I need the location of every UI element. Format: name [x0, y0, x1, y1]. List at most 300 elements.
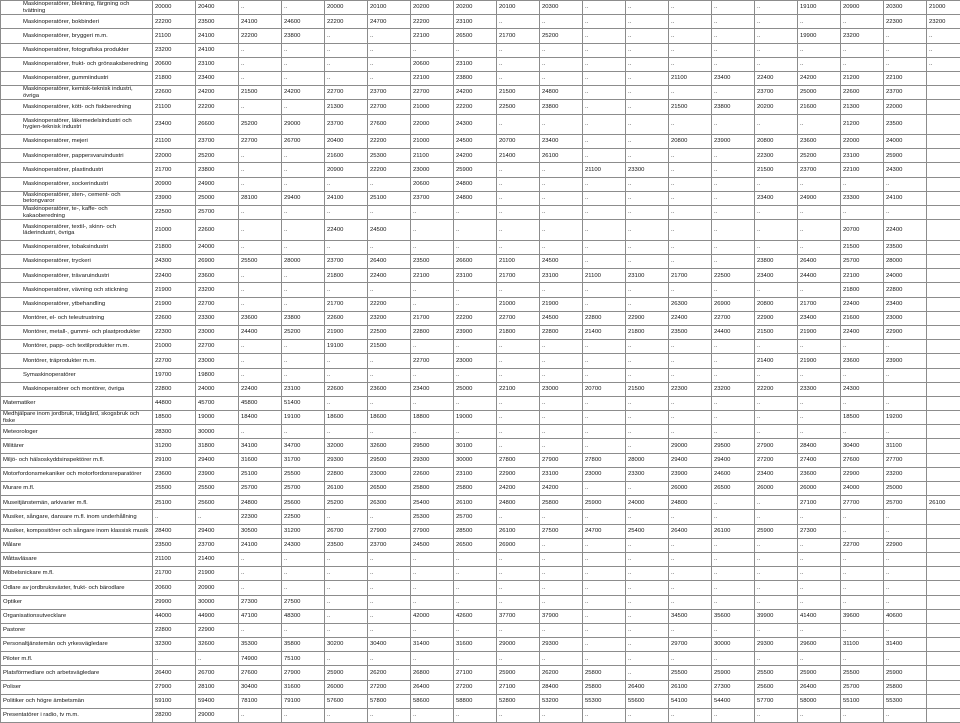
table-cell: .. [798, 220, 841, 241]
table-cell: 23400 [755, 467, 798, 481]
table-cell: .. [626, 538, 669, 552]
table-cell: 24200 [454, 149, 497, 163]
table-cell: .. [454, 595, 497, 609]
table-cell: .. [282, 709, 325, 723]
table-cell: 22000 [411, 114, 454, 135]
table-cell: .. [540, 425, 583, 439]
row-label: Maskinoperatörer och montörer, övriga [1, 382, 153, 396]
table-cell: .. [497, 552, 540, 566]
table-cell: .. [798, 552, 841, 566]
table-cell: 21000 [411, 100, 454, 114]
table-cell: 22700 [153, 354, 196, 368]
table-cell: .. [669, 191, 712, 205]
table-row [1, 163, 960, 177]
row-label: Motorfordonsmekaniker och motorfordonsreparatörer [1, 467, 153, 481]
table-cell [927, 206, 960, 220]
table-cell: .. [497, 240, 540, 254]
table-cell: 22400 [325, 220, 368, 241]
table-cell: 24100 [196, 43, 239, 57]
table-cell: 30400 [368, 638, 411, 652]
table-cell: .. [368, 552, 411, 566]
table-cell: .. [626, 135, 669, 149]
table-cell: .. [411, 43, 454, 57]
table-cell: .. [583, 609, 626, 623]
table-cell: .. [798, 283, 841, 297]
table-cell: .. [282, 177, 325, 191]
table-cell: 23700 [798, 163, 841, 177]
table-cell [927, 114, 960, 135]
table-cell: .. [669, 177, 712, 191]
table-cell: 57800 [368, 694, 411, 708]
row-label: Montörer, metall-, gummi- och plastprodukter [1, 325, 153, 339]
table-cell: 22400 [841, 325, 884, 339]
table-cell: .. [798, 240, 841, 254]
row-label: Medhjälpare inom jordbruk, trädgård, skogsbruk och fiske [1, 411, 153, 425]
table-body [1, 1, 960, 723]
table-cell: .. [583, 149, 626, 163]
table-cell: .. [239, 240, 282, 254]
table-cell: 24000 [884, 269, 927, 283]
table-cell: 51400 [282, 396, 325, 410]
table-cell: .. [798, 709, 841, 723]
table-cell: 31200 [282, 524, 325, 538]
table-cell: .. [540, 552, 583, 566]
table-cell: 27800 [497, 453, 540, 467]
table-cell: .. [626, 177, 669, 191]
table-cell: 26900 [497, 538, 540, 552]
table-cell: .. [669, 652, 712, 666]
table-cell: .. [798, 567, 841, 581]
table-cell: 27200 [755, 453, 798, 467]
table-cell: .. [669, 283, 712, 297]
table-cell: .. [626, 149, 669, 163]
table-cell: 20400 [325, 135, 368, 149]
table-cell: 22400 [368, 269, 411, 283]
table-cell: .. [583, 396, 626, 410]
table-cell: 22500 [282, 510, 325, 524]
table-cell: 26100 [325, 482, 368, 496]
table-cell: 22300 [884, 15, 927, 29]
table-cell: .. [927, 43, 960, 57]
table-cell: .. [884, 206, 927, 220]
table-cell: 22400 [841, 297, 884, 311]
table-cell: 26700 [282, 135, 325, 149]
table-cell: 29600 [798, 638, 841, 652]
table-cell: 21500 [626, 382, 669, 396]
table-cell [927, 240, 960, 254]
table-cell: 29900 [153, 595, 196, 609]
row-label: Maskinoperatörer, sten-, cement- och betongvaror [1, 191, 153, 205]
table-cell: 24500 [368, 220, 411, 241]
table-cell: .. [927, 29, 960, 43]
table-cell: .. [755, 510, 798, 524]
table-cell: .. [497, 652, 540, 666]
table-cell: .. [626, 439, 669, 453]
table-cell: 21000 [497, 297, 540, 311]
table-cell: 23900 [196, 467, 239, 481]
table-cell: .. [712, 652, 755, 666]
table-cell: 57600 [325, 694, 368, 708]
table-cell: .. [712, 163, 755, 177]
table-cell: .. [497, 15, 540, 29]
table-cell: 23200 [927, 15, 960, 29]
table-cell: .. [282, 623, 325, 637]
table-cell: .. [669, 114, 712, 135]
table-cell: .. [497, 283, 540, 297]
table-cell: .. [454, 567, 497, 581]
table-cell [927, 439, 960, 453]
row-label: Maskinoperatörer, fotografiska produkter [1, 43, 153, 57]
table-cell: 23300 [626, 163, 669, 177]
table-cell: 25200 [239, 114, 282, 135]
table-cell: 26000 [669, 482, 712, 496]
table-cell: 26500 [368, 482, 411, 496]
table-cell: 24500 [411, 538, 454, 552]
table-cell: 20200 [755, 100, 798, 114]
table-cell: 29400 [196, 524, 239, 538]
table-row [1, 638, 960, 652]
table-cell: .. [282, 297, 325, 311]
table-cell: .. [282, 57, 325, 71]
table-cell: 18500 [841, 411, 884, 425]
table-cell: 28200 [153, 709, 196, 723]
table-cell: .. [712, 43, 755, 57]
table-cell: .. [325, 425, 368, 439]
table-cell: 25800 [454, 482, 497, 496]
table-cell: .. [884, 652, 927, 666]
row-label: Maskinoperatörer, plastindustri [1, 163, 153, 177]
table-cell: .. [368, 57, 411, 71]
table-cell: 23000 [196, 325, 239, 339]
table-cell: .. [239, 149, 282, 163]
table-cell: .. [626, 510, 669, 524]
table-cell: .. [626, 368, 669, 382]
table-cell: 22600 [153, 311, 196, 325]
table-cell: 42600 [454, 609, 497, 623]
table-cell: .. [325, 283, 368, 297]
table-cell: 31700 [282, 453, 325, 467]
table-cell: .. [282, 149, 325, 163]
table-cell: 26200 [540, 666, 583, 680]
table-cell: 21100 [411, 149, 454, 163]
table-cell: .. [497, 71, 540, 85]
table-cell: 22700 [497, 311, 540, 325]
table-cell [927, 340, 960, 354]
table-cell: 21000 [153, 340, 196, 354]
row-label: Militärer [1, 439, 153, 453]
table-row [1, 694, 960, 708]
table-cell: 25800 [884, 680, 927, 694]
table-cell: .. [626, 652, 669, 666]
table-cell: .. [540, 43, 583, 57]
table-cell: .. [282, 283, 325, 297]
table-cell: 26000 [325, 680, 368, 694]
table-cell: .. [282, 269, 325, 283]
table-cell: 22900 [884, 538, 927, 552]
table-cell: 19100 [798, 1, 841, 15]
table-row [1, 325, 960, 339]
table-cell: 23900 [454, 325, 497, 339]
table-cell: .. [282, 567, 325, 581]
table-cell: 23200 [841, 29, 884, 43]
table-cell: 19100 [282, 411, 325, 425]
table-cell: 24400 [712, 325, 755, 339]
table-cell: 23800 [540, 100, 583, 114]
table-cell: .. [239, 220, 282, 241]
table-cell: 30200 [325, 638, 368, 652]
table-cell: .. [669, 510, 712, 524]
table-cell: 25300 [411, 510, 454, 524]
table-cell: 24300 [884, 163, 927, 177]
table-cell: 24000 [884, 135, 927, 149]
table-cell [927, 368, 960, 382]
table-cell: .. [325, 552, 368, 566]
table-cell [927, 538, 960, 552]
table-cell: .. [626, 86, 669, 100]
table-cell: 25000 [454, 382, 497, 396]
table-cell: 21500 [497, 86, 540, 100]
table-cell: .. [282, 340, 325, 354]
table-cell: 22800 [583, 311, 626, 325]
table-cell: 21100 [583, 269, 626, 283]
table-cell: 25900 [798, 666, 841, 680]
table-cell: 23100 [540, 467, 583, 481]
table-cell: .. [583, 411, 626, 425]
table-cell: .. [669, 255, 712, 269]
table-cell: .. [626, 482, 669, 496]
table-cell: 21100 [153, 135, 196, 149]
table-cell: 22900 [196, 623, 239, 637]
table-cell: 21800 [153, 71, 196, 85]
table-cell: .. [755, 538, 798, 552]
table-cell: .. [282, 163, 325, 177]
table-cell: .. [626, 609, 669, 623]
table-cell: .. [411, 595, 454, 609]
table-cell: 25700 [239, 482, 282, 496]
table-cell: 25900 [583, 496, 626, 510]
table-cell: .. [626, 595, 669, 609]
table-cell: .. [583, 425, 626, 439]
table-cell: 26100 [927, 496, 960, 510]
row-label: Maskinoperatörer, vävning och stickning [1, 283, 153, 297]
table-cell: 22000 [841, 135, 884, 149]
table-cell: .. [540, 652, 583, 666]
table-cell: 22800 [325, 467, 368, 481]
table-cell: .. [841, 340, 884, 354]
table-cell: .. [540, 623, 583, 637]
table-row [1, 191, 960, 205]
table-cell: .. [153, 510, 196, 524]
table-row [1, 467, 960, 481]
table-row [1, 114, 960, 135]
table-cell: 22800 [153, 382, 196, 396]
row-label: Maskinoperatörer, trävaruindustri [1, 269, 153, 283]
table-cell: .. [282, 43, 325, 57]
table-cell: 25500 [755, 666, 798, 680]
table-cell: 27900 [368, 524, 411, 538]
table-cell: 22500 [153, 206, 196, 220]
table-cell: 21400 [497, 149, 540, 163]
table-cell: .. [626, 100, 669, 114]
table-cell: .. [841, 567, 884, 581]
table-cell: .. [540, 567, 583, 581]
table-cell: 22200 [755, 382, 798, 396]
table-cell: .. [368, 240, 411, 254]
table-cell: .. [884, 623, 927, 637]
table-cell: 25200 [540, 29, 583, 43]
table-cell: 29000 [196, 709, 239, 723]
table-cell: .. [755, 29, 798, 43]
table-cell: 24100 [884, 191, 927, 205]
table-cell: .. [583, 581, 626, 595]
table-cell: 29300 [325, 453, 368, 467]
table-cell: 26900 [712, 297, 755, 311]
table-cell: 23400 [196, 71, 239, 85]
table-cell: .. [368, 581, 411, 595]
table-cell: .. [368, 368, 411, 382]
table-cell: .. [884, 340, 927, 354]
table-cell: 26900 [196, 255, 239, 269]
table-cell: .. [712, 191, 755, 205]
table-cell: 22700 [325, 86, 368, 100]
table-cell: .. [411, 206, 454, 220]
table-cell: .. [798, 15, 841, 29]
table-cell: .. [755, 496, 798, 510]
table-cell: .. [583, 71, 626, 85]
table-row [1, 595, 960, 609]
table-cell: 18800 [411, 411, 454, 425]
table-cell: .. [325, 623, 368, 637]
table-cell: 26400 [669, 524, 712, 538]
table-cell: 25900 [497, 666, 540, 680]
row-label: Miljö- och hälsoskyddsinspektörer m.fl. [1, 453, 153, 467]
table-cell: .. [712, 15, 755, 29]
table-cell: 23800 [454, 71, 497, 85]
table-cell: 24200 [798, 71, 841, 85]
table-cell: 24100 [239, 538, 282, 552]
table-cell: .. [884, 57, 927, 71]
table-cell: .. [583, 368, 626, 382]
table-cell: 31400 [884, 638, 927, 652]
table-cell: .. [583, 191, 626, 205]
table-cell: 24900 [798, 191, 841, 205]
table-cell: 21700 [153, 567, 196, 581]
table-cell: .. [884, 510, 927, 524]
table-cell: .. [239, 163, 282, 177]
table-cell: 26100 [454, 496, 497, 510]
table-cell: 22400 [884, 220, 927, 241]
table-cell: .. [411, 368, 454, 382]
table-cell: 25100 [153, 496, 196, 510]
row-label: Maskinoperatörer, frukt- och grönsaksberedning [1, 57, 153, 71]
table-cell: 29400 [712, 453, 755, 467]
table-cell: .. [368, 425, 411, 439]
table-cell: 29400 [669, 453, 712, 467]
table-cell: .. [325, 396, 368, 410]
table-cell: 21800 [325, 269, 368, 283]
table-cell: 25900 [712, 666, 755, 680]
table-row [1, 311, 960, 325]
table-cell: 21000 [927, 1, 960, 15]
table-cell: 79100 [282, 694, 325, 708]
table-cell: .. [583, 510, 626, 524]
table-cell: 78100 [239, 694, 282, 708]
table-cell: .. [626, 552, 669, 566]
table-cell: .. [497, 114, 540, 135]
table-cell: .. [755, 396, 798, 410]
table-cell: 30000 [712, 638, 755, 652]
table-cell [927, 255, 960, 269]
row-label: Måttavläsare [1, 552, 153, 566]
table-row [1, 269, 960, 283]
table-cell: .. [454, 552, 497, 566]
table-cell: 25700 [196, 206, 239, 220]
table-cell: .. [282, 1, 325, 15]
table-row [1, 368, 960, 382]
table-cell: .. [841, 43, 884, 57]
table-cell: .. [755, 114, 798, 135]
row-label: Personaltjänstemän och yrkesvägledare [1, 638, 153, 652]
table-cell: 22300 [153, 325, 196, 339]
table-cell: 23500 [884, 240, 927, 254]
table-cell: .. [239, 581, 282, 595]
table-cell: .. [368, 29, 411, 43]
table-cell: .. [325, 354, 368, 368]
table-cell: 25700 [282, 482, 325, 496]
table-cell: .. [712, 567, 755, 581]
table-cell: 28000 [282, 255, 325, 269]
table-cell: 22100 [841, 269, 884, 283]
table-cell: 23600 [153, 467, 196, 481]
table-cell: .. [583, 482, 626, 496]
table-cell: .. [282, 354, 325, 368]
table-cell: .. [798, 411, 841, 425]
table-cell: 22500 [497, 100, 540, 114]
table-cell: .. [626, 57, 669, 71]
table-cell: 23400 [755, 191, 798, 205]
table-cell: 21900 [153, 283, 196, 297]
table-cell: .. [712, 368, 755, 382]
table-cell: 25500 [153, 482, 196, 496]
table-cell: 21900 [196, 567, 239, 581]
table-cell: .. [583, 595, 626, 609]
table-cell: 34100 [239, 439, 282, 453]
table-cell: .. [325, 652, 368, 666]
table-cell: .. [497, 220, 540, 241]
table-cell: .. [325, 240, 368, 254]
table-cell: .. [798, 114, 841, 135]
table-cell: .. [454, 206, 497, 220]
table-cell: 22200 [368, 135, 411, 149]
table-cell: .. [497, 206, 540, 220]
table-cell: 30100 [454, 439, 497, 453]
table-row [1, 255, 960, 269]
table-cell [927, 411, 960, 425]
table-cell: 23200 [712, 382, 755, 396]
table-cell [927, 135, 960, 149]
table-cell: 23900 [884, 354, 927, 368]
table-cell: .. [755, 57, 798, 71]
table-cell: .. [454, 340, 497, 354]
table-cell: .. [239, 623, 282, 637]
table-cell: 21400 [755, 354, 798, 368]
table-cell: 26100 [540, 149, 583, 163]
table-cell: .. [712, 220, 755, 241]
table-cell: 22900 [755, 311, 798, 325]
table-cell: .. [884, 29, 927, 43]
table-cell: 22600 [325, 382, 368, 396]
table-cell: 21500 [368, 340, 411, 354]
